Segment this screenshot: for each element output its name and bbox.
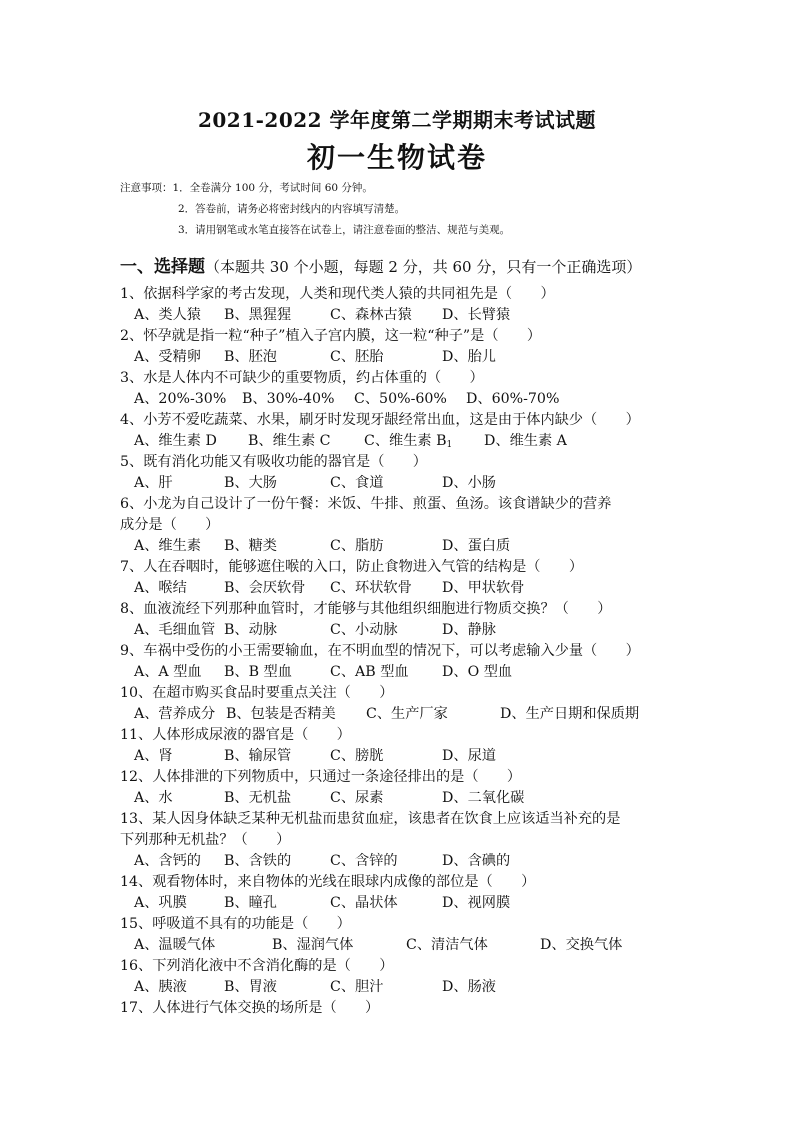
option-d: D、生产日期和保质期	[500, 706, 640, 722]
question-stem: 5、既有消化功能又有吸收功能的器官是（ ）	[120, 454, 427, 470]
question-stem-cont: 成分是（ ）	[120, 517, 220, 533]
note-line-3	[120, 222, 510, 243]
option-b: B、胃液	[224, 979, 277, 995]
option-c: C、生产厂家	[366, 706, 448, 722]
option-b: B、无机盐	[224, 790, 292, 806]
note-item: 2．答卷前，请务必将密封线内的内容填写清楚。	[178, 203, 406, 215]
option-c: C、维生素 $B_1$	[364, 433, 453, 450]
option-d: D、静脉	[442, 622, 496, 638]
option-d: D、尿道	[442, 748, 496, 764]
option-b: B、湿润气体	[272, 937, 354, 953]
section-header	[120, 252, 641, 277]
question-stem: 9、车祸中受伤的小王需要输血，在不明血型的情况下，可以考虑输入少量（ ）	[120, 643, 640, 659]
question-stem: 11、人体形成尿液的器官是（ ）	[120, 727, 351, 743]
option-row	[120, 305, 680, 326]
option-row	[120, 935, 680, 956]
question-stem: 6、小龙为自己设计了一份午餐：米饭、牛排、煎蛋、鱼汤。该食谱缺少的营养	[120, 496, 612, 512]
option-row	[120, 893, 680, 914]
option-a: A、肝	[134, 475, 173, 491]
option-c: C、尿素	[330, 790, 384, 806]
question-stem: 14、观看物体时，来自物体的光线在眼球内成像的部位是（ ）	[120, 874, 536, 890]
option-d: D、O 型血	[442, 664, 513, 680]
option-row	[120, 578, 680, 599]
option-d: D、胎儿	[442, 349, 496, 365]
subscript: 1	[446, 440, 453, 450]
question-list	[120, 284, 680, 1019]
option-c: C、含锌的	[330, 853, 398, 869]
option-d: D、视网膜	[442, 895, 511, 911]
option-row	[120, 389, 680, 410]
option-a: A、巩膜	[134, 895, 187, 911]
option-row	[120, 704, 680, 725]
exam-subtitle: 初一生物试卷	[306, 141, 487, 174]
option-d: D、蛋白质	[442, 538, 511, 554]
option-c: C、50%-60%	[354, 391, 447, 407]
option-c: C、环状软骨	[330, 580, 412, 596]
option-d: D、60%-70%	[466, 391, 560, 407]
question-stem: 16、下列消化液中不含消化酶的是（ ）	[120, 958, 394, 974]
option-a: A、毛细血管	[134, 622, 216, 638]
option-a: A、喉结	[134, 580, 187, 596]
option-a: A、胰液	[134, 979, 187, 995]
option-a: A、类人猿	[134, 307, 201, 323]
option-b: B、含铁的	[224, 853, 292, 869]
option-c: C、晶状体	[330, 895, 398, 911]
question-stem: 12、人体排泄的下列物质中，只通过一条途径排出的是（ ）	[120, 769, 522, 785]
option-row	[120, 977, 680, 998]
option-row	[120, 536, 680, 557]
option-row	[120, 788, 680, 809]
option-a: A、受精卵	[134, 349, 201, 365]
option-c: C、清洁气体	[406, 937, 488, 953]
option-row	[120, 431, 680, 452]
option-b: B、糖类	[224, 538, 277, 554]
question-stem: 2、怀孕就是指一粒“种子”植入子宫内膜，这一粒“种子”是（ ）	[120, 328, 542, 344]
option-a: A、温暖气体	[134, 937, 216, 953]
option-c: C、森林古猿	[330, 307, 412, 323]
option-d: D、维生素 A	[484, 433, 567, 449]
option-row	[120, 746, 680, 767]
option-b: B、黑猩猩	[224, 307, 292, 323]
notes-label: 注意事项：	[120, 182, 173, 194]
option-a: A、20%-30%	[134, 391, 227, 407]
option-b: B、维生素 C	[248, 433, 331, 449]
question-stem: 3、水是人体内不可缺少的重要物质，约占体重的（ ）	[120, 370, 484, 386]
option-c: C、胚胎	[330, 349, 384, 365]
notes-block	[120, 180, 510, 243]
exam-title: 2021-2022 学年度第二学期期末考试试题	[197, 108, 597, 132]
question-stem: 7、人在吞咽时，能够遮住喉的入口，防止食物进入气管的结构是（ ）	[120, 559, 584, 575]
option-c: C、膀胱	[330, 748, 384, 764]
option-d: D、甲状软骨	[442, 580, 525, 596]
option-b: B、动脉	[224, 622, 277, 638]
option-b: B、会厌软骨	[224, 580, 306, 596]
option-d: D、二氧化碳	[442, 790, 525, 806]
option-d: D、长臂猿	[442, 307, 511, 323]
option-d: D、交换气体	[540, 937, 623, 953]
option-a: A、营养成分	[134, 706, 216, 722]
option-a: A、含钙的	[134, 853, 201, 869]
question-stem: 15、呼吸道不具有的功能是（ ）	[120, 916, 351, 932]
option-a: A、肾	[134, 748, 173, 764]
option-row	[120, 662, 680, 683]
option-b: B、瞳孔	[224, 895, 277, 911]
question-stem: 10、在超市购买食品时要重点关注（ ）	[120, 685, 394, 701]
note-item: 3．请用钢笔或水笔直接答在试卷上，请注意卷面的整洁、规范与美观。	[178, 224, 511, 236]
option-b: B、B 型血	[224, 664, 292, 680]
option-row	[120, 347, 680, 368]
question-stem: 4、小芳不爱吃蔬菜、水果，刷牙时发现牙龈经常出血，这是由于体内缺少（ ）	[120, 412, 640, 428]
option-row	[120, 473, 680, 494]
option-row	[120, 620, 680, 641]
option-c: C、脂肪	[330, 538, 384, 554]
question-stem: 1、依据科学家的考古发现，人类和现代类人猿的共同祖先是（ ）	[120, 286, 555, 302]
note-item: 1．全卷满分 100 分，考试时间 60 分钟。	[172, 182, 373, 194]
question-stem: 13、某人因身体缺乏某种无机盐而患贫血症，该患者在饮食上应该适当补充的是	[120, 811, 621, 827]
section-desc: （本题共 30 个小题，每题 2 分，共 60 分，只有一个正确选项）	[205, 258, 642, 276]
option-b: B、大肠	[224, 475, 277, 491]
option-b: B、包装是否精美	[226, 706, 336, 722]
option-d: D、肠液	[442, 979, 496, 995]
question-stem: 17、人体进行气体交换的场所是（ ）	[120, 1000, 380, 1016]
section-title: 一、选择题	[120, 257, 205, 277]
note-line-1	[120, 180, 510, 201]
option-c: C、AB 型血	[330, 664, 409, 680]
option-c: C、胆汁	[330, 979, 384, 995]
option-a: A、维生素 D	[134, 433, 217, 449]
option-c: C、食道	[330, 475, 384, 491]
option-b: B、胚泡	[224, 349, 277, 365]
option-row	[120, 851, 680, 872]
option-d: D、含碘的	[442, 853, 511, 869]
note-line-2	[120, 201, 510, 222]
question-stem: 8、血液流经下列那种血管时，才能够与其他组织细胞进行物质交换？（ ）	[120, 601, 612, 617]
option-b: B、30%-40%	[242, 391, 335, 407]
option-a: A、A 型血	[134, 664, 202, 680]
option-d: D、小肠	[442, 475, 496, 491]
option-a: A、水	[134, 790, 173, 806]
option-b: B、输尿管	[224, 748, 292, 764]
option-a: A、维生素	[134, 538, 201, 554]
question-stem-cont: 下列那种无机盐？（ ）	[120, 832, 291, 848]
option-c: C、小动脉	[330, 622, 398, 638]
